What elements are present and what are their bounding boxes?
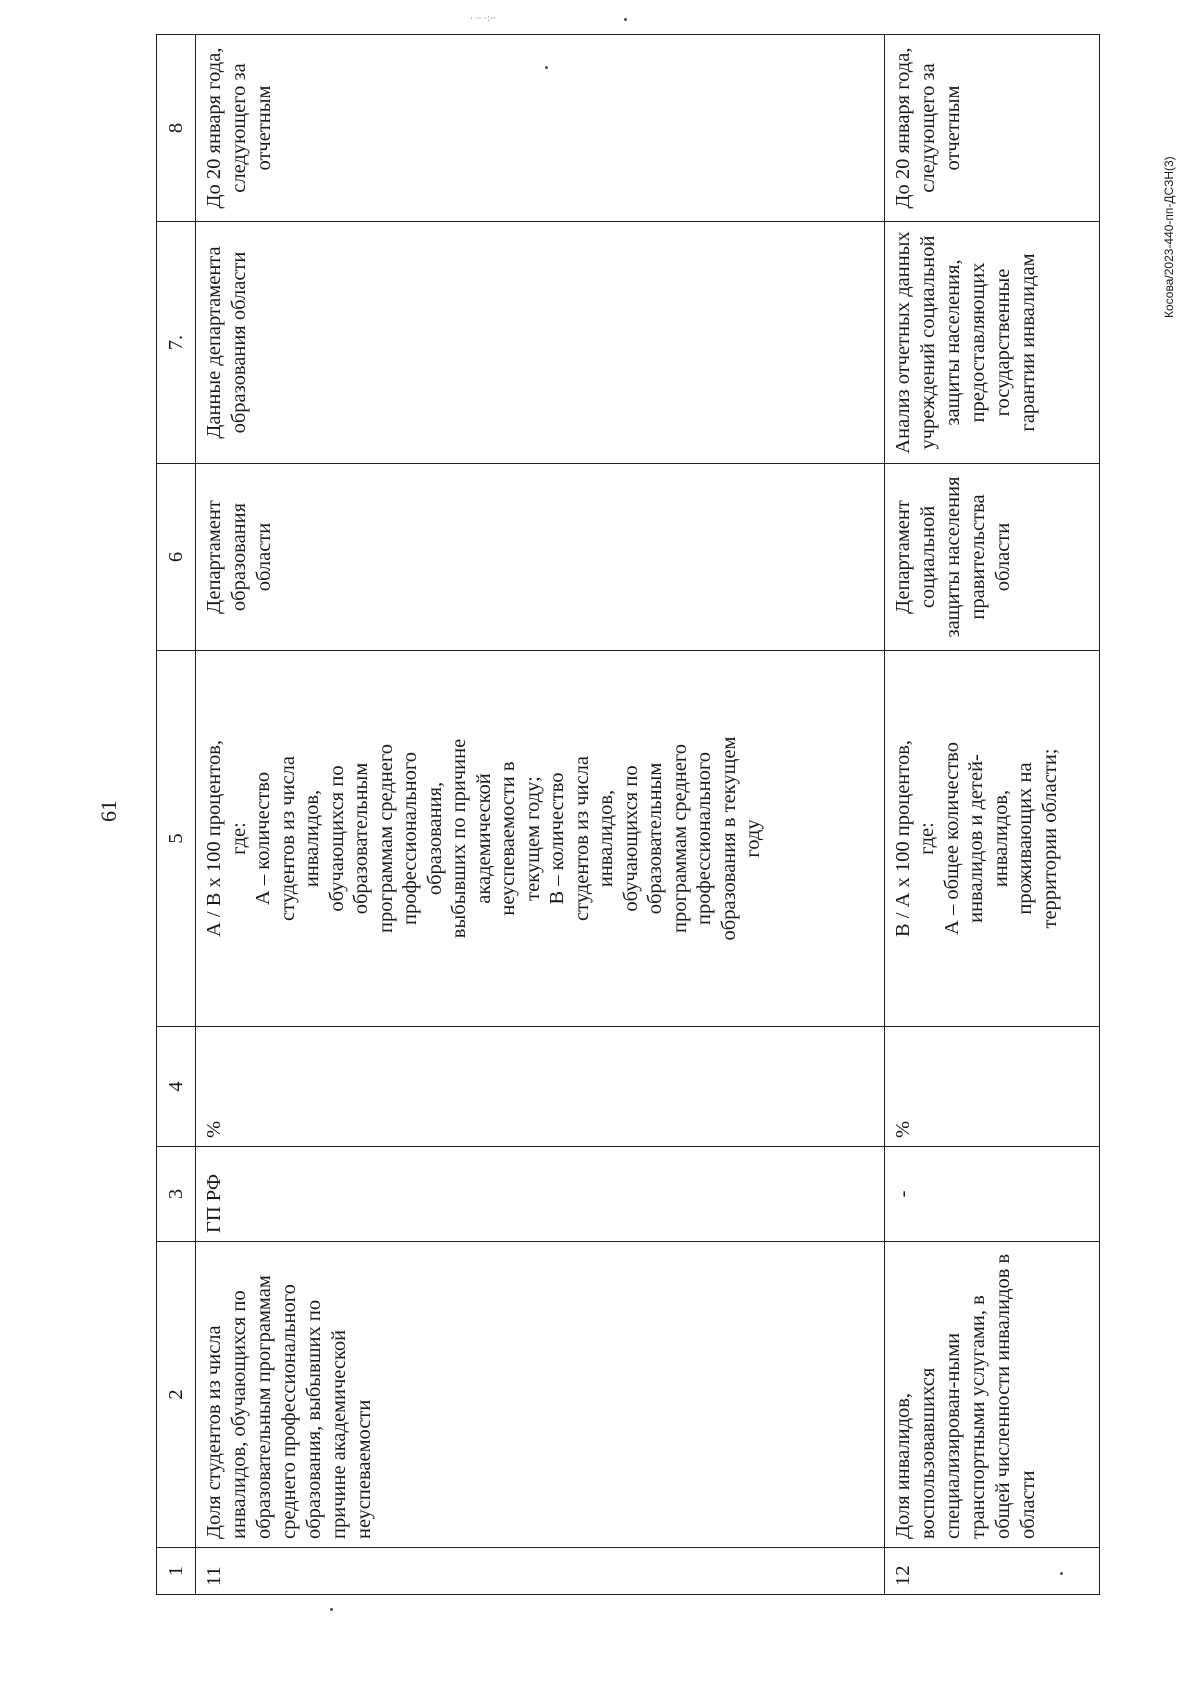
table-header-row [157, 35, 196, 1595]
row-number: 12 [884, 1548, 1099, 1595]
indicator-name: Доля студентов из числа инвалидов, обучающихся по образовательным программам среднего профессионального образования, выбывших по причине академической неуспеваемости [196, 1242, 885, 1548]
scan-speck [330, 1608, 333, 1611]
column-header: 1 [157, 1548, 196, 1595]
indicator-source: ГП РФ [196, 1147, 885, 1242]
page-number: 61 [96, 800, 121, 822]
scan-speck: · ·· ·:·· [470, 14, 496, 24]
row-number: 11 [196, 1548, 885, 1595]
column-header: 5 [157, 651, 196, 1027]
indicator-source: - [884, 1147, 1099, 1242]
reporting-deadline: До 20 января года, следующего за отчетным [196, 35, 885, 222]
calculation-formula: В / А х 100 процентов, где: А – общее количество инвалидов и детей- инвалидов, проживающих на территории области; [884, 651, 1099, 1027]
column-header: 6 [157, 464, 196, 651]
data-source: Данные департамента образования области [196, 222, 885, 464]
responsible-body: Департамент социальной защиты населения правительства области [884, 464, 1099, 651]
column-header: 2 [157, 1242, 196, 1548]
column-header: 3 [157, 1147, 196, 1242]
column-header: 4 [157, 1027, 196, 1147]
indicators-table [156, 47, 1100, 1595]
data-source: Анализ отчетных данных учреждений социальной защиты населения, предоставляющих государственные гарантии инвалидам [884, 222, 1099, 464]
responsible-body: Департамент образования области [196, 464, 885, 651]
table-row [884, 35, 1099, 1595]
column-header: 8 [157, 35, 196, 222]
reporting-deadline: До 20 января года, следующего за отчетным [884, 35, 1099, 222]
table-row [196, 35, 885, 1595]
column-header: 7. [157, 222, 196, 464]
unit-of-measure: % [884, 1027, 1099, 1147]
unit-of-measure: % [196, 1027, 885, 1147]
document-code: Косова/2023-440-пп-ДСЗН(3) [1162, 156, 1176, 318]
calculation-formula: А / В х 100 процентов, где: А – количество студентов из числа инвалидов, обучающихся по образовательным программам среднего профессионального образования, выбывших по причине академической неуспеваемости в текущем году; В – количество студентов из числа инвалидов, обучающихся по образовательным программам среднего профессионального образования в текущем году [196, 651, 885, 1027]
scan-speck [624, 18, 627, 21]
indicator-name: Доля инвалидов, воспользовавшихся специализирован-ными транспортными услугами, в общей численности инвалидов в области [884, 1242, 1099, 1548]
